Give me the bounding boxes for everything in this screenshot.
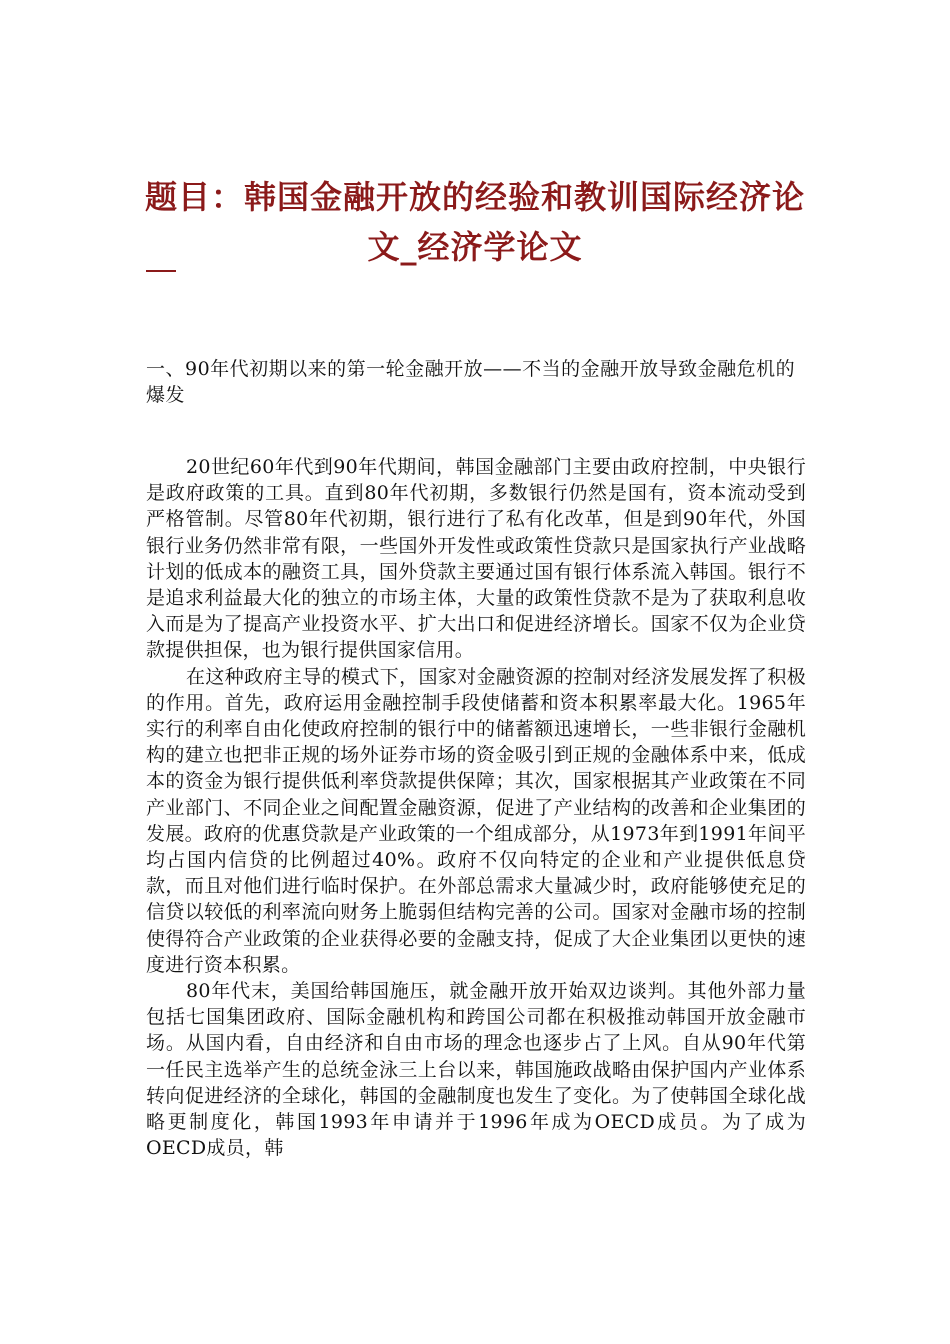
section-heading: 一、90年代初期以来的第一轮金融开放——不当的金融开放导致金融危机的爆发	[146, 358, 796, 406]
paragraph: 80年代末，美国给韩国施压，就金融开放开始双边谈判。其他外部力量包括七国集团政府、国际金融机构和跨国公司都在积极推动韩国开放金融市场。从国内看，自由经济和自由市场的理念也逐步占了上风。自从90年代第一任民主选举产生的总统金泳三上台以来，韩国施政战略由保护国内产业体系转向促进经济的全球化，韩国的金融制度也发生了变化。为了使韩国全球化战略更制度化，韩国1993年申请并于1996年成为OECD成员。为了成为OECD成员，韩	[146, 980, 806, 1160]
paragraph: 20世纪60年代到90年代期间，韩国金融部门主要由政府控制，中央银行是政府政策的工具。直到80年代初期，多数银行仍然是国有，资本流动受到严格管制。尽管80年代初期，银行进行了私有化改革，但是到90年代，外国银行业务仍然非常有限，一些国外开发性或政策性贷款只是国家执行产业战略计划的低成本的融资工具，国外贷款主要通过国有银行体系流入韩国。银行不是追求利益最大化的独立的市场主体，大量的政策性贷款不是为了获取利息收入而是为了提高产业投资水平、扩大出口和促进经济增长。国家不仅为企业贷款提供担保，也为银行提供国家信用。	[146, 456, 806, 662]
paragraph: 在这种政府主导的模式下，国家对金融资源的控制对经济发展发挥了积极的作用。首先，政府运用金融控制手段使储蓄和资本积累率最大化。1965年实行的利率自由化使政府控制的银行中的储蓄额迅速增长，一些非银行金融机构的建立也把非正规的场外证券市场的资金吸引到正规的金融体系中来，低成本的资金为银行提供低利率贷款提供保障；其次，国家根据其产业政策在不同产业部门、不同企业之间配置金融资源，促进了产业结构的改善和企业集团的发展。政府的优惠贷款是产业政策的一个组成部分，从1973年到1991年间平均占国内信贷的比例超过40%。政府不仅向特定的企业和产业提供低息贷款，而且对他们进行临时保护。在外部总需求大量减少时，政府能够使充足的信贷以较低的利率流向财务上脆弱但结构完善的公司。国家对金融市场的控制使得符合产业政策的企业获得必要的金融支持，促成了大企业集团以更快的速度进行资本积累。	[146, 665, 806, 976]
document-title: 题目：韩国金融开放的经验和教训国际经济论文_经济学论文	[144, 178, 805, 266]
title-underline-dash	[146, 270, 176, 272]
body-text	[146, 454, 806, 1161]
